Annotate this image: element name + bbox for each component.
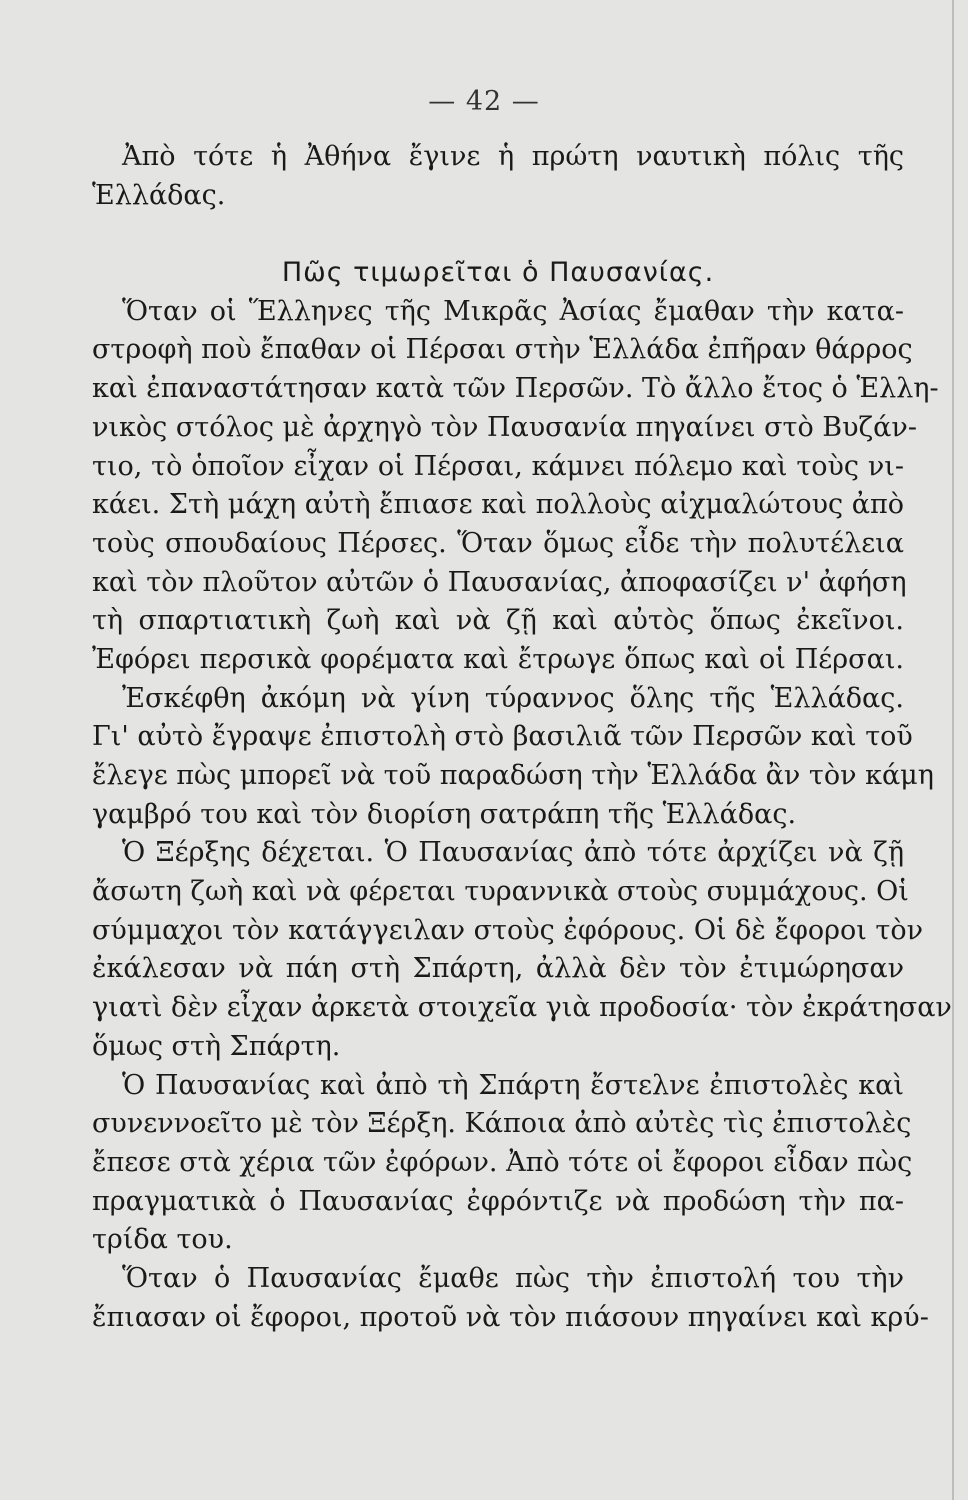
text-line: καὶ τὸν πλοῦτον αὐτῶν ὁ Παυσανίας, ἀποφασίζει ν' ἀφήση bbox=[92, 566, 907, 598]
text-line: σύμμαχοι τὸν κατάγγειλαν στοὺς ἐφόρους. Οἱ δὲ ἔφοροι τὸν bbox=[92, 914, 924, 946]
text-line: κάει. Στὴ μάχη αὐτὴ ἔπιασε καὶ πολλοὺς αἰχμαλώτους ἀπὸ bbox=[92, 489, 904, 521]
page-edge bbox=[952, 0, 954, 1500]
text-line: πραγματικὰ ὁ Παυσανίας ἐφρόντιζε νὰ προδώση τὴν πα- bbox=[92, 1185, 904, 1217]
text-line: Ὁ Ξέρξης δέχεται. Ὁ Παυσανίας ἀπὸ τότε ἀρχίζει νὰ ζῇ bbox=[122, 837, 904, 869]
text-line: καὶ ἐπαναστάτησαν κατὰ τῶν Περσῶν. Τὸ ἄλλο ἔτος ὁ Ἑλλη- bbox=[92, 373, 939, 405]
text-line: Ἑλλάδας. bbox=[92, 179, 226, 211]
text-line: ἔπιασαν οἱ ἔφοροι, προτοῦ νὰ τὸν πιάσουν πηγαίνει καὶ κρύ- bbox=[92, 1301, 929, 1333]
text-line: γαμβρό του καὶ τὸν διορίση σατράπη τῆς Ἑλλάδας. bbox=[92, 798, 797, 830]
text-line: Ὅταν οἱ Ἕλληνες τῆς Μικρᾶς Ἀσίας ἔμαθαν τὴν κατα- bbox=[122, 295, 904, 327]
text-line: Ὁ Παυσανίας καὶ ἀπὸ τὴ Σπάρτη ἔστελνε ἐπιστολὲς καὶ bbox=[122, 1069, 904, 1101]
text-line: Γι' αὐτὸ ἔγραψε ἐπιστολὴ στὸ βασιλιᾶ τῶν Περσῶν καὶ τοῦ bbox=[92, 721, 913, 753]
text-line: τιο, τὸ ὁποῖον εἶχαν οἱ Πέρσαι, κάμνει πόλεμο καὶ τοὺς νι- bbox=[92, 450, 904, 482]
text-line: ἄσωτη ζωὴ καὶ νὰ φέρεται τυραννικὰ στοὺς συμμάχους. Οἱ bbox=[92, 876, 909, 908]
text-block bbox=[92, 138, 952, 1337]
text-line: Ἀπὸ τότε ἡ Ἀθήνα ἔγινε ἡ πρώτη ναυτικὴ πόλις τῆς bbox=[122, 141, 904, 172]
text-line: στροφὴ ποὺ ἔπαθαν οἱ Πέρσαι στὴν Ἑλλάδα ἐπῆραν θάρρος bbox=[92, 334, 913, 366]
page-number: — 42 — bbox=[428, 86, 540, 117]
text-line: συνεννοεῖτο μὲ τὸν Ξέρξη. Κάποια ἀπὸ αὐτὲς τὶς ἐπιστολὲς bbox=[92, 1108, 912, 1140]
text-line: τὴ σπαρτιατικὴ ζωὴ καὶ νὰ ζῇ καὶ αὐτὸς ὅπως ἐκεῖνοι. bbox=[92, 605, 904, 637]
text-line: νικὸς στόλος μὲ ἀρχηγὸ τὸν Παυσανία πηγαίνει στὸ Βυζάν- bbox=[92, 411, 917, 443]
text-line: Ὅταν ὁ Παυσανίας ἔμαθε πὼς τὴν ἐπιστολή του τὴν bbox=[122, 1262, 904, 1294]
text-line: τοὺς σπουδαίους Πέρσες. Ὅταν ὅμως εἶδε τὴν πολυτέλεια bbox=[92, 527, 904, 559]
text-line: Ἐφόρει περσικὰ φορέματα καὶ ἔτρωγε ὅπως καὶ οἱ Πέρσαι. bbox=[92, 643, 904, 675]
spacer bbox=[92, 215, 904, 254]
text-line: ἔπεσε στὰ χέρια τῶν ἐφόρων. Ἀπὸ τότε οἱ ἔφοροι εἶδαν πὼς bbox=[92, 1146, 913, 1178]
section-heading: Πῶς τιμωρεῖται ὁ Παυσανίας. bbox=[281, 257, 715, 289]
text-line: ἐκάλεσαν νὰ πάη στὴ Σπάρτη, ἀλλὰ δὲν τὸν ἐτιμώρησαν bbox=[92, 953, 904, 985]
text-line: Ἐσκέφθη ἀκόμη νὰ γίνη τύραννος ὅλης τῆς Ἑλλάδας. bbox=[122, 682, 904, 714]
text-line: τρίδα του. bbox=[92, 1224, 233, 1256]
text-line: γιατὶ δὲν εἶχαν ἀρκετὰ στοιχεῖα γιὰ προδοσία· τὸν ἐκράτησαν bbox=[92, 992, 952, 1024]
text-line: ὅμως στὴ Σπάρτη. bbox=[92, 1030, 341, 1062]
text-line: ἔλεγε πὼς μπορεῖ νὰ τοῦ παραδώση τὴν Ἑλλάδα ἂν τὸν κάμη bbox=[92, 760, 934, 791]
